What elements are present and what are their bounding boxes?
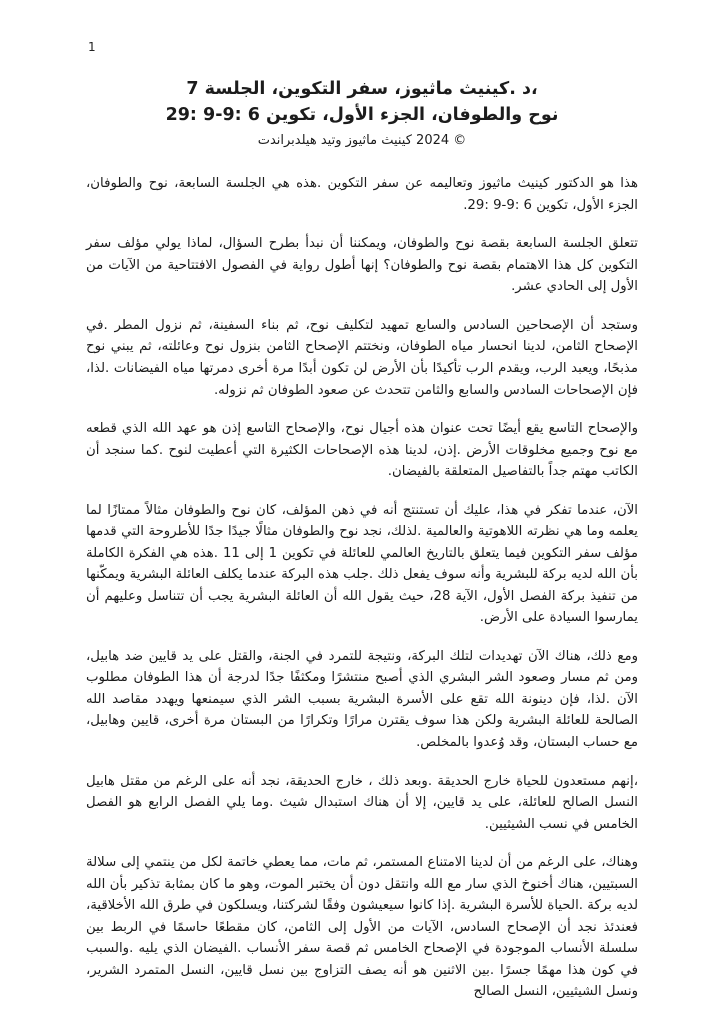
copyright-line: © 2024 كينيث ماثيوز وتيد هيلدبراندت bbox=[257, 132, 467, 148]
page-number: 1 bbox=[88, 40, 96, 54]
paragraph-2: تتعلق الجلسة السابعة بقصة نوح والطوفان، ويمكننا أن نبدأ بطرح السؤال، لماذا يولي مؤلف سفر التكوين كل هذا الاهتمام بقصة نوح والطوفان؟ إنها أطول رواية في الفصول الافتتاحية من الآيات من الأول إلى الحادي عشر. bbox=[86, 236, 638, 295]
paragraph-7: ،إنهم مستعدون للحياة خارج الحديقة .وبعد ذلك ، خارج الحديقة، نجد أنه على الرغم من مقتل هابيل النسل الصالح للعائلة، على يد قايين، إلا أن هناك استبدال شيث .وما يلي الفصل الرابع هو الفصل الخامس في نسب الشيثيين. bbox=[86, 773, 638, 832]
document-title-line1: ،د .كينيث ماثيوز، سفر التكوين، الجلسة 7 bbox=[186, 79, 538, 99]
paragraph-5: الآن، عندما تفكر في هذا، عليك أن تستنتج أنه في ذهن المؤلف، كان نوح والطوفان مثالاً ممتازًا لما يعلمه وما هي نظرته اللاهوتية والعالمية .لذلك، نجد نوح والطوفان مثالًا جيدًا جدًا للأطروحة التي قدمها مؤلف سفر التكوين فيما يتعلق بالتاريخ العالمي للعائلة في تكوين 1 إلى 11 .هذه هي الفكرة الكاملة بأن الله لديه بركة للبشرية وأنه سوف يفعل ذلك .جلب هذه البركة عندما يكلف العائلة البشرية ويمكّنها من تنفيذ بركة الفصل الأول، الآية 28، حيث يقول الله أن العائلة البشرية يجب أن تتناسل وعليهم أن يمارسوا السيادة على الأرض. bbox=[86, 502, 638, 626]
document-title-line2: نوح والطوفان، الجزء الأول، تكوين 6 :9-9 :29 bbox=[165, 105, 559, 126]
paragraph-1: هذا هو الدكتور كينيث ماثيوز وتعاليمه عن سفر التكوين .هذه هي الجلسة السابعة، نوح والطوفان، الجزء الأول، تكوين 6 :9-9 :29. bbox=[86, 176, 638, 213]
paragraph-8: وهناك، على الرغم من أن لدينا الامتناع المستمر، ثم مات، مما يعطي خاتمة لكل من ينتمي إلى سلالة السبتيين، هناك أخنوخ الذي سار مع الله وانتقل دون أن يختبر الموت، وهو ما كان بمثابة تذكير بأن الله لديه بركة .الحياة للأسرة البشرية .إذا كانوا سيعيشون وفقًا لشركتنا، ويسلكون في طرق الله الأخلاقية، فعندئذ نجد أن الإصحاح السادس، الآيات من الأول إلى الثامن، كان مقطعًا حاسمًا في الربط بين سلسلة الأنساب الموجودة في الإصحاح الخامس ثم قصة سفر الأنساب .الفيضان الذي يليه .والسبب في كون هذا مهمًا جسرًا .بين الاثنين هو أنه يصف التزاوج بين نسل قايين، النسل المتمرد الشرير، ونسل الشيثيين، النسل الصالح bbox=[86, 855, 638, 1000]
paragraph-6: ومع ذلك، هناك الآن تهديدات لتلك البركة، ونتيجة للتمرد في الجنة، والقتل على يد قايين ضد هابيل، ومن ثم مسار وصعود الشر البشري الذي أصبح منتشرًا ومكثفًا جدًا لدرجة أن هذا الطوفان مطلوب الآن .لذا، فإن دينونة الله تقع على الأسرة البشرية بسبب الشر الذي سيمنعها ويهدد مقاصد الله الصالحة للعائلة البشرية ولكن هذا سوف يقترن مرارًا وتكرارًا من البستان مرة أخرى، قايين وهابيل، مع حساب البستان، وقد وُعدوا بالمخلص. bbox=[86, 648, 638, 750]
paragraph-4: والإصحاح التاسع يقع أيضًا تحت عنوان هذه أجيال نوح، والإصحاح التاسع إذن هو عهد الله الذي قطعه مع نوح وجميع مخلوقات الأرض .إذن، لدينا هذه الإصحاحات الكثيرة التي أعطيت لنوح .كما سنجد أن الكاتب مهتم جداً بالتفاصيل المتعلقة بالفيضان. bbox=[86, 421, 638, 480]
title-block bbox=[86, 0, 638, 151]
document-body bbox=[86, 173, 638, 1003]
paragraph-3: وستجد أن الإصحاحين السادس والسابع تمهيد لتكليف نوح، ثم بناء السفينة، ثم نزول المطر .في الإصحاح الثامن، لدينا انحسار مياه الطوفان، ونختتم الإصحاح الثامن بنزول نوح وعائلته، ثم يبني نوح مذبحًا، ويعبد الرب، ويقدم الرب تأكيدًا بأن الأرض لن تكون أبدًا مرة أخرى دمرتها مياه الفيضانات .لذا، فإن الإصحاحات السادس والسابع والثامن تتحدث عن صعود الطوفان ثم نزوله. bbox=[86, 317, 638, 398]
